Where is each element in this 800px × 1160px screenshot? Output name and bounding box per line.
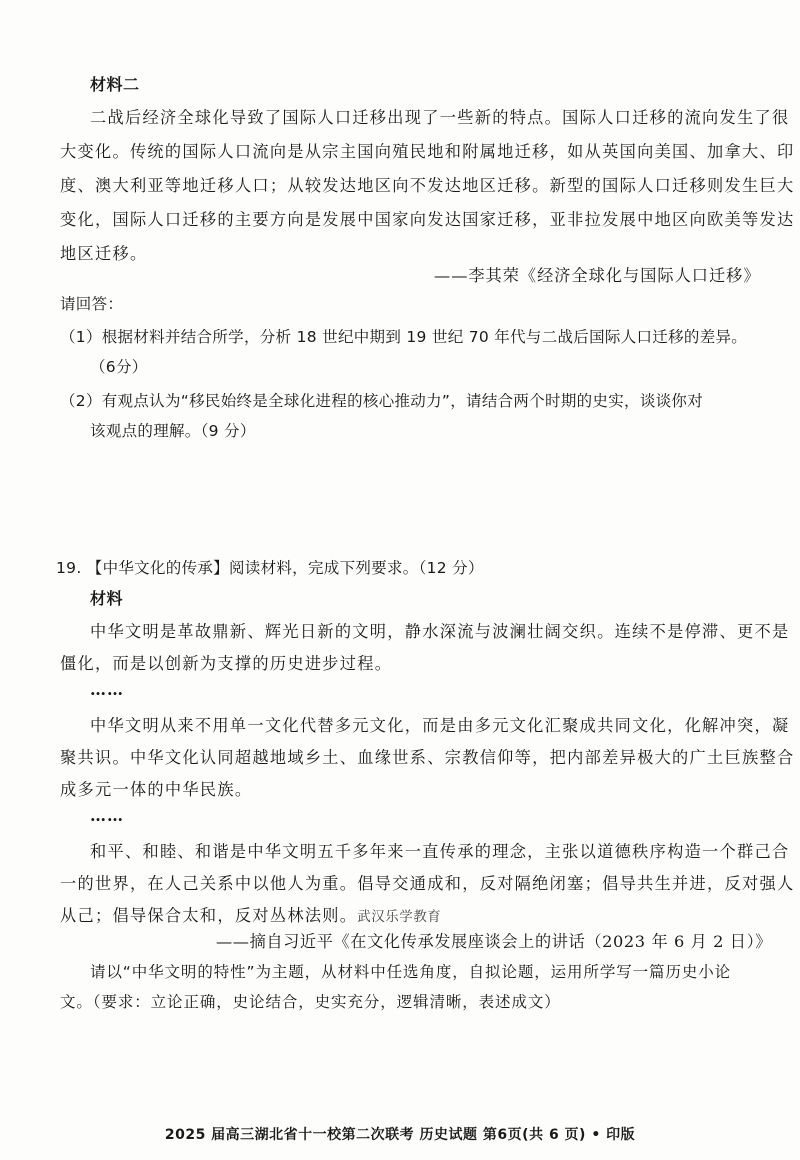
q19-ellipsis: …… (90, 680, 124, 699)
questions-prompt: 请回答： (60, 295, 124, 313)
q19-para1-line: 僵化，而是以创新为支撑的历史进步过程。 (60, 654, 393, 673)
q19-material-heading: 材料 (90, 589, 124, 608)
material-two-line: 度、澳大利亚等地迁移人口；从较发达地区向不发达地区迁移。新型的国际人口迁移则发生巨大 (60, 176, 795, 195)
material-two-source: ——李其荣《经济全球化与国际人口迁移》 (434, 266, 761, 285)
question-1-line2: （6分） (90, 358, 148, 376)
q19-task-line1: 请以“中华文明的特性”为主题，从材料中任选角度，自拟论题，运用所学写一篇历史小论 (90, 963, 732, 981)
page-footer: 2025 届高三湖北省十一校第二次联考 历史试题 第6页(共 6 页) • 印版 (164, 1127, 636, 1143)
q19-ellipsis: …… (90, 806, 124, 825)
watermark-text: 武汉乐学教育 (357, 909, 442, 925)
material-two-line: 地区迁移。 (60, 244, 148, 263)
q19-para3-text: 从己；倡导保合太和，反对丛林法则。 (60, 906, 358, 925)
q19-para3-line: 一的世界，在人己关系中以他人为重。倡导交通成和，反对隔绝闭塞；倡导共生并进，反对强人 (60, 874, 795, 893)
q19-para2-line: 中华文明从来不用单一文化代替多元文化，而是由多元文化汇聚成共同文化，化解冲突，凝 (90, 716, 790, 735)
question-2-line1: （2）有观点认为“移民始终是全球化进程的核心推动力”，请结合两个时期的史实，谈谈你对 (60, 392, 704, 410)
material-two-heading: 材料二 (90, 75, 140, 94)
q19-para3-line: 和平、和睦、和谐是中华文明五千多年来一直传承的理念，主张以道德秩序构造一个群己合 (90, 842, 790, 861)
material-two-line: 变化，国际人口迁移的主要方向是发展中国家向发达国家迁移，亚非拉发展中地区向欧美等发达 (60, 210, 795, 229)
q19-para2-line: 成多元一体的中华民族。 (60, 780, 253, 799)
q19-source: ——摘自习近平《在文化传承发展座谈会上的讲话（2023 年 6 月 2 日）》 (216, 932, 773, 951)
q19-para1-line: 中华文明是革故鼎新、辉光日新的文明，静水深流与波澜壮阔交织。连续不是停滞、更不是 (90, 622, 790, 641)
question-19-title: 19. 【中华文化的传承】阅读材料，完成下列要求。（12 分） (56, 559, 484, 577)
question-1-line1: （1）根据材料并结合所学，分析 18 世纪中期到 19 世纪 70 年代与二战后国际人口迁移的差异。 (60, 328, 748, 346)
material-two-line: 大变化。传统的国际人口流向是从宗主国向殖民地和附属地迁移，如从英国向美国、加拿大、印 (60, 142, 795, 161)
q19-para3-line (60, 902, 441, 926)
material-two-line: 二战后经济全球化导致了国际人口迁移出现了一些新的特点。国际人口迁移的流向发生了很 (90, 108, 790, 127)
question-2-line2: 该观点的理解。（9 分） (90, 422, 256, 440)
q19-task-line2: 文。（要求：立论正确，史论结合，史实充分，逻辑清晰，表述成文） (60, 993, 561, 1011)
q19-para2-line: 聚共识。中华文化认同超越地域乡土、血缘世系、宗教信仰等，把内部差异极大的广土巨族整合 (60, 748, 795, 767)
